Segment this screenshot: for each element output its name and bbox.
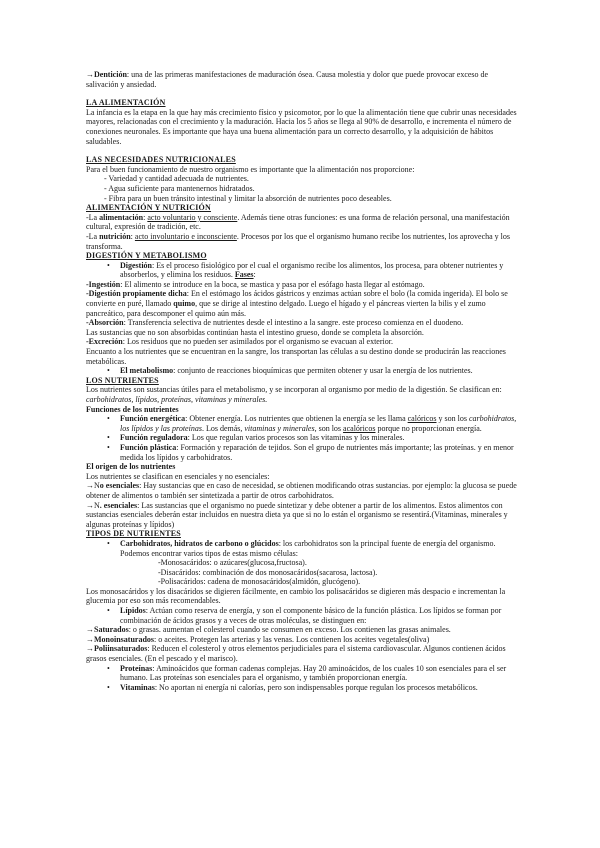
excrecion-text: : Los residuos que no pueden ser asimilados por el organismo se evacuan al exterior. <box>122 337 393 347</box>
lipidos-list <box>86 606 522 625</box>
arrow-icon: → <box>86 70 94 79</box>
nutricion-term: nutrición <box>99 231 131 241</box>
monoinsaturados-term: →Monoinsaturados <box>86 634 155 644</box>
list-item <box>86 433 522 443</box>
alimentacion-definition <box>86 213 522 232</box>
arrow-prefix: →N <box>86 500 100 510</box>
poliinsaturados-term: →Poliinsaturados <box>86 644 148 654</box>
necesidades-item: - Variedad y cantidad adecuada de nutrientes. <box>104 174 249 184</box>
arrow-prefix: →N <box>86 481 100 491</box>
alimentacion-heading: LA ALIMENTACIÓN <box>86 98 166 108</box>
carbohidratos-item: -Polisacáridos: cadena de monosacáridos(almidón, glucógeno). <box>158 577 361 587</box>
digestion-dicha-text: : En el estómago los ácidos gástricos y enzimas actúan sobre el bolo (la comida ingerida). El bolo se convierte en puré, llamado <box>86 289 508 309</box>
vitaminas-text: : No aportan ni energía ni calorías, pero son indispensables porque regulan los procesos metabólicos. <box>154 682 478 692</box>
digestion-azucares-paragraph: Los monosacáridos y los disacáridos se digieren fácilmente, en cambio los polisacáridos se digieren más despacio e incrementan la glucemia por eso son más recomendables. <box>86 586 506 606</box>
no-esenciales-text: : Hay sustancias que en caso de necesidad, se obtienen modificando otras sustancias. por ejemplo: la glucosa se puede obtener de alimentos o también ser sintetizada a partir de otros carbohidratos. <box>86 481 517 500</box>
nutrientes-heading: LOS NUTRIENTES <box>86 375 159 385</box>
digestion-dicha-term: -Digestión propiamente dicha <box>86 289 187 299</box>
funcion-plastica-term: Función plástica <box>120 442 177 452</box>
list-item <box>86 443 522 462</box>
text-run: , son los <box>314 423 344 433</box>
list-item <box>86 664 522 683</box>
text-run: : Obtener energía. Los nutrientes que obtienen la energía se les llama <box>185 414 408 424</box>
carbohidratos-term: Carbohidratos, hidratos de carbono o glúcidos <box>120 538 279 548</box>
monoinsaturados-text: : o aceites. Protegen las arterias y las venas. Los contienen los aceites vegetales(oliva) <box>154 634 430 644</box>
proteinas-vitaminas-list <box>86 664 522 693</box>
list-item <box>86 606 522 625</box>
monoinsaturados-paragraph <box>86 635 522 645</box>
digestion-list <box>86 261 522 280</box>
denticion-term: Dentición <box>94 70 127 79</box>
metabolismo-term: El metabolismo <box>120 366 174 376</box>
digestion-heading: DIGESTIÓN Y METABOLISMO <box>86 251 207 261</box>
funciones-list <box>86 414 522 462</box>
tipos-heading: TIPOS DE NUTRIENTES <box>86 529 181 539</box>
italic-run: vitaminas y minerales <box>244 423 315 433</box>
absorcion-paragraph <box>86 318 522 328</box>
text-run: : Los que regulan varios procesos son las vitaminas y los minerales. <box>187 433 405 443</box>
document-page <box>86 70 522 692</box>
transporte-paragraph: Encuanto a los nutrientes que se encuentran en la sangre, los transportan las células a su destino donde se producirán las reacciones metabólicas. <box>86 347 506 366</box>
quimo-term: quimo <box>173 299 196 309</box>
lipidos-text: : Actúan como reserva de energía, y son el componente básico de la función plástica. Los lípidos se forman por combinación de ácidos grasos y a veces de otras moléculas, se distinguen en: <box>120 606 502 625</box>
digestion-term: Digestión <box>120 260 152 270</box>
origen-intro: Los nutrientes se clasifican en esenciales y no esenciales: <box>86 471 270 481</box>
text-run: . Los demás, <box>201 423 245 433</box>
acaloricos-term: acalóricos <box>343 423 376 433</box>
saturados-text: : o grasas. aumentan el colesterol cuando se consumen en exceso. Los contienen las grasas animales. <box>128 625 451 635</box>
funcion-reguladora-term: Función reguladora <box>120 433 188 443</box>
carbohidratos-text: : los carbohidratos son la principal fuente de energía del organismo. Podemos encontrar varios tipos de estas mismo células: <box>120 538 496 558</box>
alimentacion-paragraph: La infancia es la etapa en la que hay más crecimiento físico y psicomotor, por lo que la alimentación tiene que cubrir unas necesidades mayores, relacionadas con el crecimiento y la maduración. Hacia los 5 años se llega al 90% de desarrollo, e incrementa el número de conexiones neuronales. Es importante que haya una buena alimentación para un correcto desarrollo, y la adquisición de hábitos saludables. <box>86 107 517 146</box>
no-esenciales-term: o esenciales <box>99 481 140 491</box>
no-esenciales-paragraph <box>86 481 522 500</box>
nutricion-underlined: acto involuntario e inconsciente <box>134 231 237 241</box>
excrecion-paragraph <box>86 337 522 347</box>
saturados-paragraph <box>86 625 522 635</box>
list-item <box>86 539 522 558</box>
digestion-text: : Es el proceso fisiológico por el cual el organismo recibe los alimentos, los procesa, para obtener nutrientes y absorberlos, y elimina los residuos. <box>120 260 504 280</box>
lipidos-term: Lípidos <box>120 606 146 616</box>
nutrientes-intro <box>86 385 522 404</box>
esenciales-term: . esenciales <box>99 500 138 510</box>
absorcion-text: : Transferencia selectiva de nutrientes desde el intestino a la sangre. este proceso comienza en el duodeno. <box>123 318 464 328</box>
necesidades-heading: LAS NECESIDADES NUTRICIONALES <box>86 155 236 165</box>
excrecion-term: -Excreción <box>86 337 123 347</box>
proteinas-term: Proteínas <box>120 663 153 673</box>
alim-nutricion-heading: ALIMENTACIÓN Y NUTRICIÓN <box>86 203 211 213</box>
nutrientes-intro-italic: carbohidratos, lípidos, proteínas, vitaminas y minerales. <box>86 395 268 404</box>
necesidades-item: - Fibra para un buen tránsito intestinal y limitar la absorción de nutrientes poco deseables. <box>104 193 392 203</box>
origen-heading: El origen de los nutrientes <box>86 462 176 472</box>
text-run: porque no proporcionan energía. <box>375 423 482 433</box>
carbohidratos-item: -Monosacáridos: o azúcares(glucosa,fructosa). <box>158 558 307 568</box>
caloricos-term: calóricos <box>407 414 437 424</box>
prefix-text: -La <box>86 231 100 241</box>
vitaminas-term: Vitaminas <box>120 682 155 692</box>
fases-label: Fases <box>234 270 254 280</box>
list-item <box>86 261 522 280</box>
alimentacion-rest: . Además tiene otras funciones: es una forma de relación personal, una manifestación cultural, expresión de tradición, etc. <box>86 212 510 232</box>
esenciales-paragraph <box>86 501 522 530</box>
saturados-term: →Saturados <box>86 625 129 635</box>
alimentacion-term: alimentación <box>99 212 144 222</box>
funcion-energetica-term: Función energética <box>120 414 186 424</box>
metabolismo-list <box>86 366 522 376</box>
carbohidratos-list <box>86 539 522 558</box>
denticion-text: : una de las primeras manifestaciones de maduración ósea. Causa molestia y dolor que puede provocar exceso de salivación y ansiedad. <box>86 70 489 89</box>
necesidades-intro: Para el buen funcionamiento de nuestro organismo es importante que la alimentación nos proporcione: <box>86 164 415 174</box>
metabolismo-text: : conjunto de reacciones bioquímicas que permiten obtener y usar la energía de los nutrientes. <box>173 366 473 376</box>
colon-text: : <box>253 270 256 280</box>
list-item <box>86 683 522 693</box>
text-run: y son los <box>436 414 469 424</box>
poliinsaturados-text: : Reducen el colesterol y otros elementos perjudiciales para el sistema cardiovascular. Algunos contienen ácidos grasos esenciales. (En el pescado y el marisco). <box>86 644 506 664</box>
ingestion-text: : El alimento se introduce en la boca, se mastica y pasa por el esófago hasta llegar al estómago. <box>120 279 425 289</box>
poliinsaturados-paragraph <box>86 644 522 663</box>
necesidades-item: - Agua suficiente para mantenernos hidratados. <box>104 183 255 193</box>
nutricion-rest: . Procesos por los que el organismo humano recibe los nutrientes, los aprovecha y los transforma. <box>86 231 511 251</box>
prefix-text: -La <box>86 212 100 222</box>
italic-run: carbohidratos, los lípidos y las proteínas <box>120 414 517 433</box>
ingestion-term: -Ingestión <box>86 279 121 289</box>
absorcion-line2: Las sustancias que no son absorbidas continúan hasta el intestino grueso, donde se completa la absorción. <box>86 327 424 337</box>
denticion-paragraph <box>86 70 522 89</box>
digestion-dicha-paragraph <box>86 289 522 318</box>
esenciales-text: : Las sustancias que el organismo no puede sintetizar y debe obtener a partir de los alimentos. Estos alimentos con sustancias esenciales deberán estar incluidos en nuestra dieta ya que si no lo están el organismo se resentirá.(Vitaminas, minerales y algunas proteínas y lípidos) <box>86 500 508 529</box>
text-run: : Formación y reparación de tejidos. Son el grupo de nutrientes más importante; las proteínas. y en menor medida los lípidos y carbohidratos. <box>120 442 514 462</box>
alimentacion-underlined: acto voluntario y consciente <box>147 212 238 222</box>
nutrientes-intro-text: Los nutrientes son sustancias útiles para el metabolismo, y se incorporan al organismo por medio de la digestión. Se clasifican en: <box>86 385 502 395</box>
ingestion-paragraph <box>86 280 522 290</box>
colon-text: : <box>143 212 148 222</box>
funciones-heading: Funciones de los nutrientes <box>86 404 179 414</box>
colon-text: : <box>130 231 135 241</box>
absorcion-term: -Absorción <box>86 318 124 328</box>
digestion-dicha-rest: , que se dirige al intestino delgado. Luego el hígado y el páncreas vierten la bilis y el zumo pancreático, para descomponer el quimo aún más. <box>86 299 486 318</box>
nutricion-definition <box>86 232 522 251</box>
proteinas-text: : Aminoácidos que forman cadenas complejas. Hay 20 aminoácidos, de los cuales 10 son esenciales para el ser humano. Las proteínas son esenciales para el organismo, y también proporcionan energía. <box>120 663 507 683</box>
carbohidratos-item: -Disacáridos: combinación de dos monosacáridos(sacarosa, lactosa). <box>158 567 378 577</box>
list-item <box>86 414 522 433</box>
list-item <box>86 366 522 376</box>
